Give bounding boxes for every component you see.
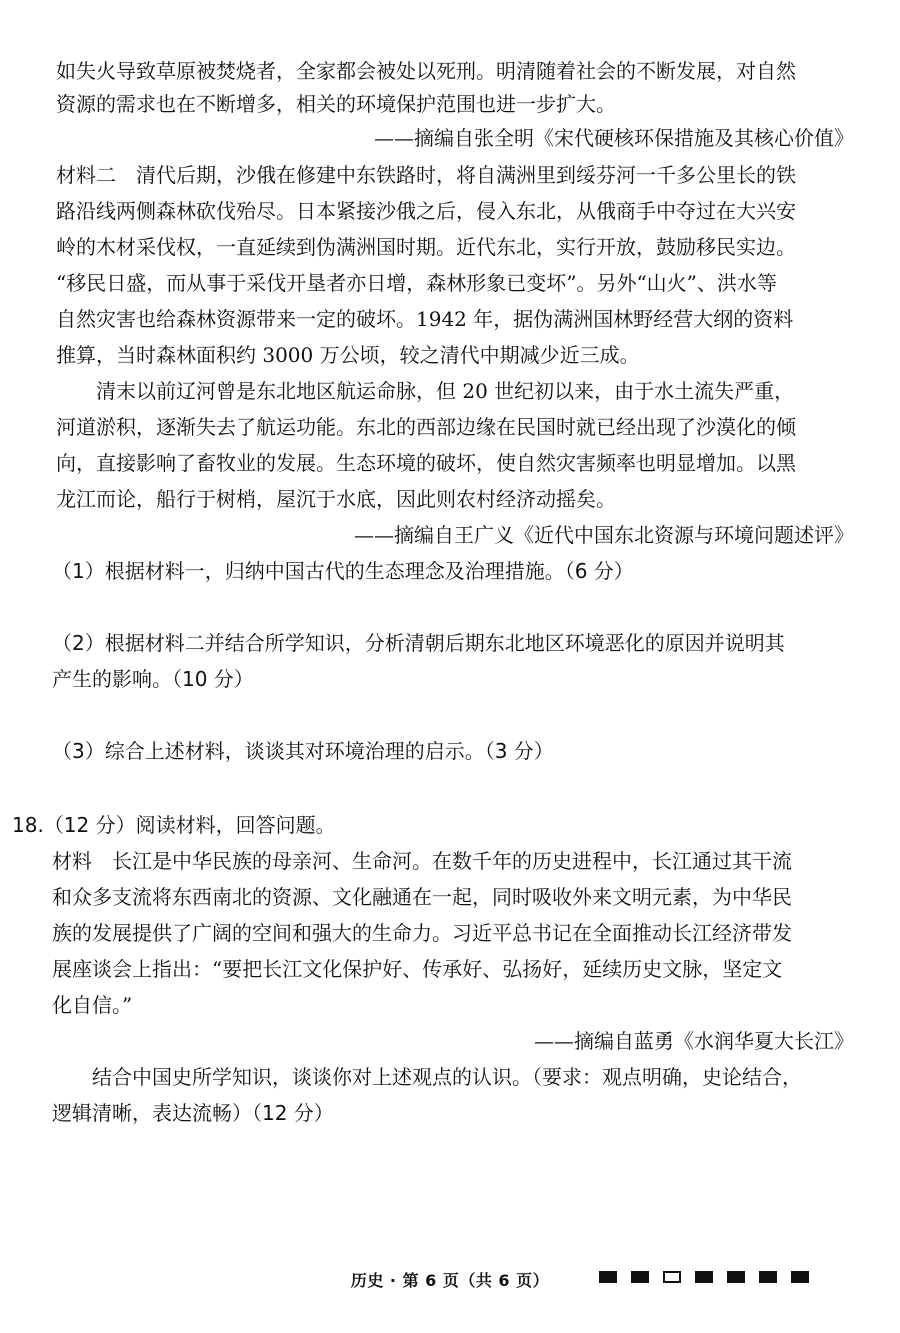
q18-material-line: 和众多支流将东西南北的资源、文化融通在一起，同时吸收外来文明元素，为中华民 <box>52 885 792 909</box>
filled-mark-icon <box>599 1271 617 1283</box>
material1-line: 如失火导致草原被焚烧者，全家都会被处以死刑。明清随着社会的不断发展，对自然 <box>56 59 796 83</box>
q18-material-line: 族的发展提供了广阔的空间和强大的生命力。习近平总书记在全面推动长江经济带发 <box>52 921 792 945</box>
material2-line: 路沿线两侧森林砍伐殆尽。日本紧接沙俄之后，侵入东北，从俄商手中夺过在大兴安 <box>56 199 796 223</box>
material2-line: 清末以前辽河曾是东北地区航运命脉，但 20 世纪初以来，由于水土流失严重， <box>56 379 795 403</box>
q18-material-line: 材料 长江是中华民族的母亲河、生命河。在数千年的历史进程中，长江通过其干流 <box>52 849 792 873</box>
filled-mark-icon <box>759 1271 777 1283</box>
filled-mark-icon <box>695 1271 713 1283</box>
q18-task-line: 逻辑清晰，表达流畅）（12 分） <box>52 1101 334 1125</box>
filled-mark-icon <box>631 1271 649 1283</box>
material2-line: 河道淤积，逐渐失去了航运功能。东北的西部边缘在民国时就已经出现了沙漠化的倾 <box>56 415 796 439</box>
material1-source: ——摘编自张全明《宋代硬核环保措施及其核心价值》 <box>374 126 854 150</box>
question-17-2: （2）根据材料二并结合所学知识，分析清朝后期东北地区环境恶化的原因并说明其 <box>52 631 785 655</box>
q18-material-line: 展座谈会上指出：“要把长江文化保护好、传承好、弘扬好，延续历史文脉，坚定文 <box>52 957 783 981</box>
material2-line: 向，直接影响了畜牧业的发展。生态环境的破坏，使自然灾害频率也明显增加。以黑 <box>56 451 796 475</box>
q18-task-line: 结合中国史所学知识，谈谈你对上述观点的认识。（要求：观点明确，史论结合， <box>52 1065 802 1089</box>
q18-source: ——摘编自蓝勇《水润华夏大长江》 <box>534 1029 854 1053</box>
material2-source: ——摘编自王广义《近代中国东北资源与环境问题述评》 <box>354 523 854 547</box>
question-17-3: （3）综合上述材料，谈谈其对环境治理的启示。（3 分） <box>52 739 554 763</box>
q18-material-line: 化自信。” <box>52 993 133 1017</box>
material2-line: 推算，当时森林面积约 3000 万公顷，较之清代中期减少近三成。 <box>56 343 640 367</box>
page-number-label: 历史 · 第 6 页（共 6 页） <box>350 1271 550 1290</box>
filled-mark-icon <box>727 1271 745 1283</box>
material2-line: 自然灾害也给森林资源带来一定的破坏。1942 年，据伪满洲国林野经营大纲的资料 <box>56 307 794 331</box>
material2-line: “移民日盛，而从事于采伐开垦者亦日增，森林形象已变坏”。另外“山火”、洪水等 <box>56 271 777 295</box>
question-17-1: （1）根据材料一，归纳中国古代的生态理念及治理措施。（6 分） <box>52 559 634 583</box>
question-18-header: 18.（12 分）阅读材料，回答问题。 <box>12 813 336 837</box>
question-17-2-cont: 产生的影响。（10 分） <box>52 667 254 691</box>
material1-line: 资源的需求也在不断增多，相关的环境保护范围也进一步扩大。 <box>56 92 616 116</box>
empty-mark-icon <box>663 1271 681 1283</box>
material2-line: 材料二 清代后期，沙俄在修建中东铁路时，将自满洲里到绥芬河一千多公里长的铁 <box>56 163 796 187</box>
material2-line: 岭的木材采伐权，一直延续到伪满洲国时期。近代东北，实行开放，鼓励移民实边。 <box>56 235 796 259</box>
material2-line: 龙江而论，船行于树梢，屋沉于水底，因此则农村经济动摇矣。 <box>56 487 616 511</box>
filled-mark-icon <box>791 1271 809 1283</box>
